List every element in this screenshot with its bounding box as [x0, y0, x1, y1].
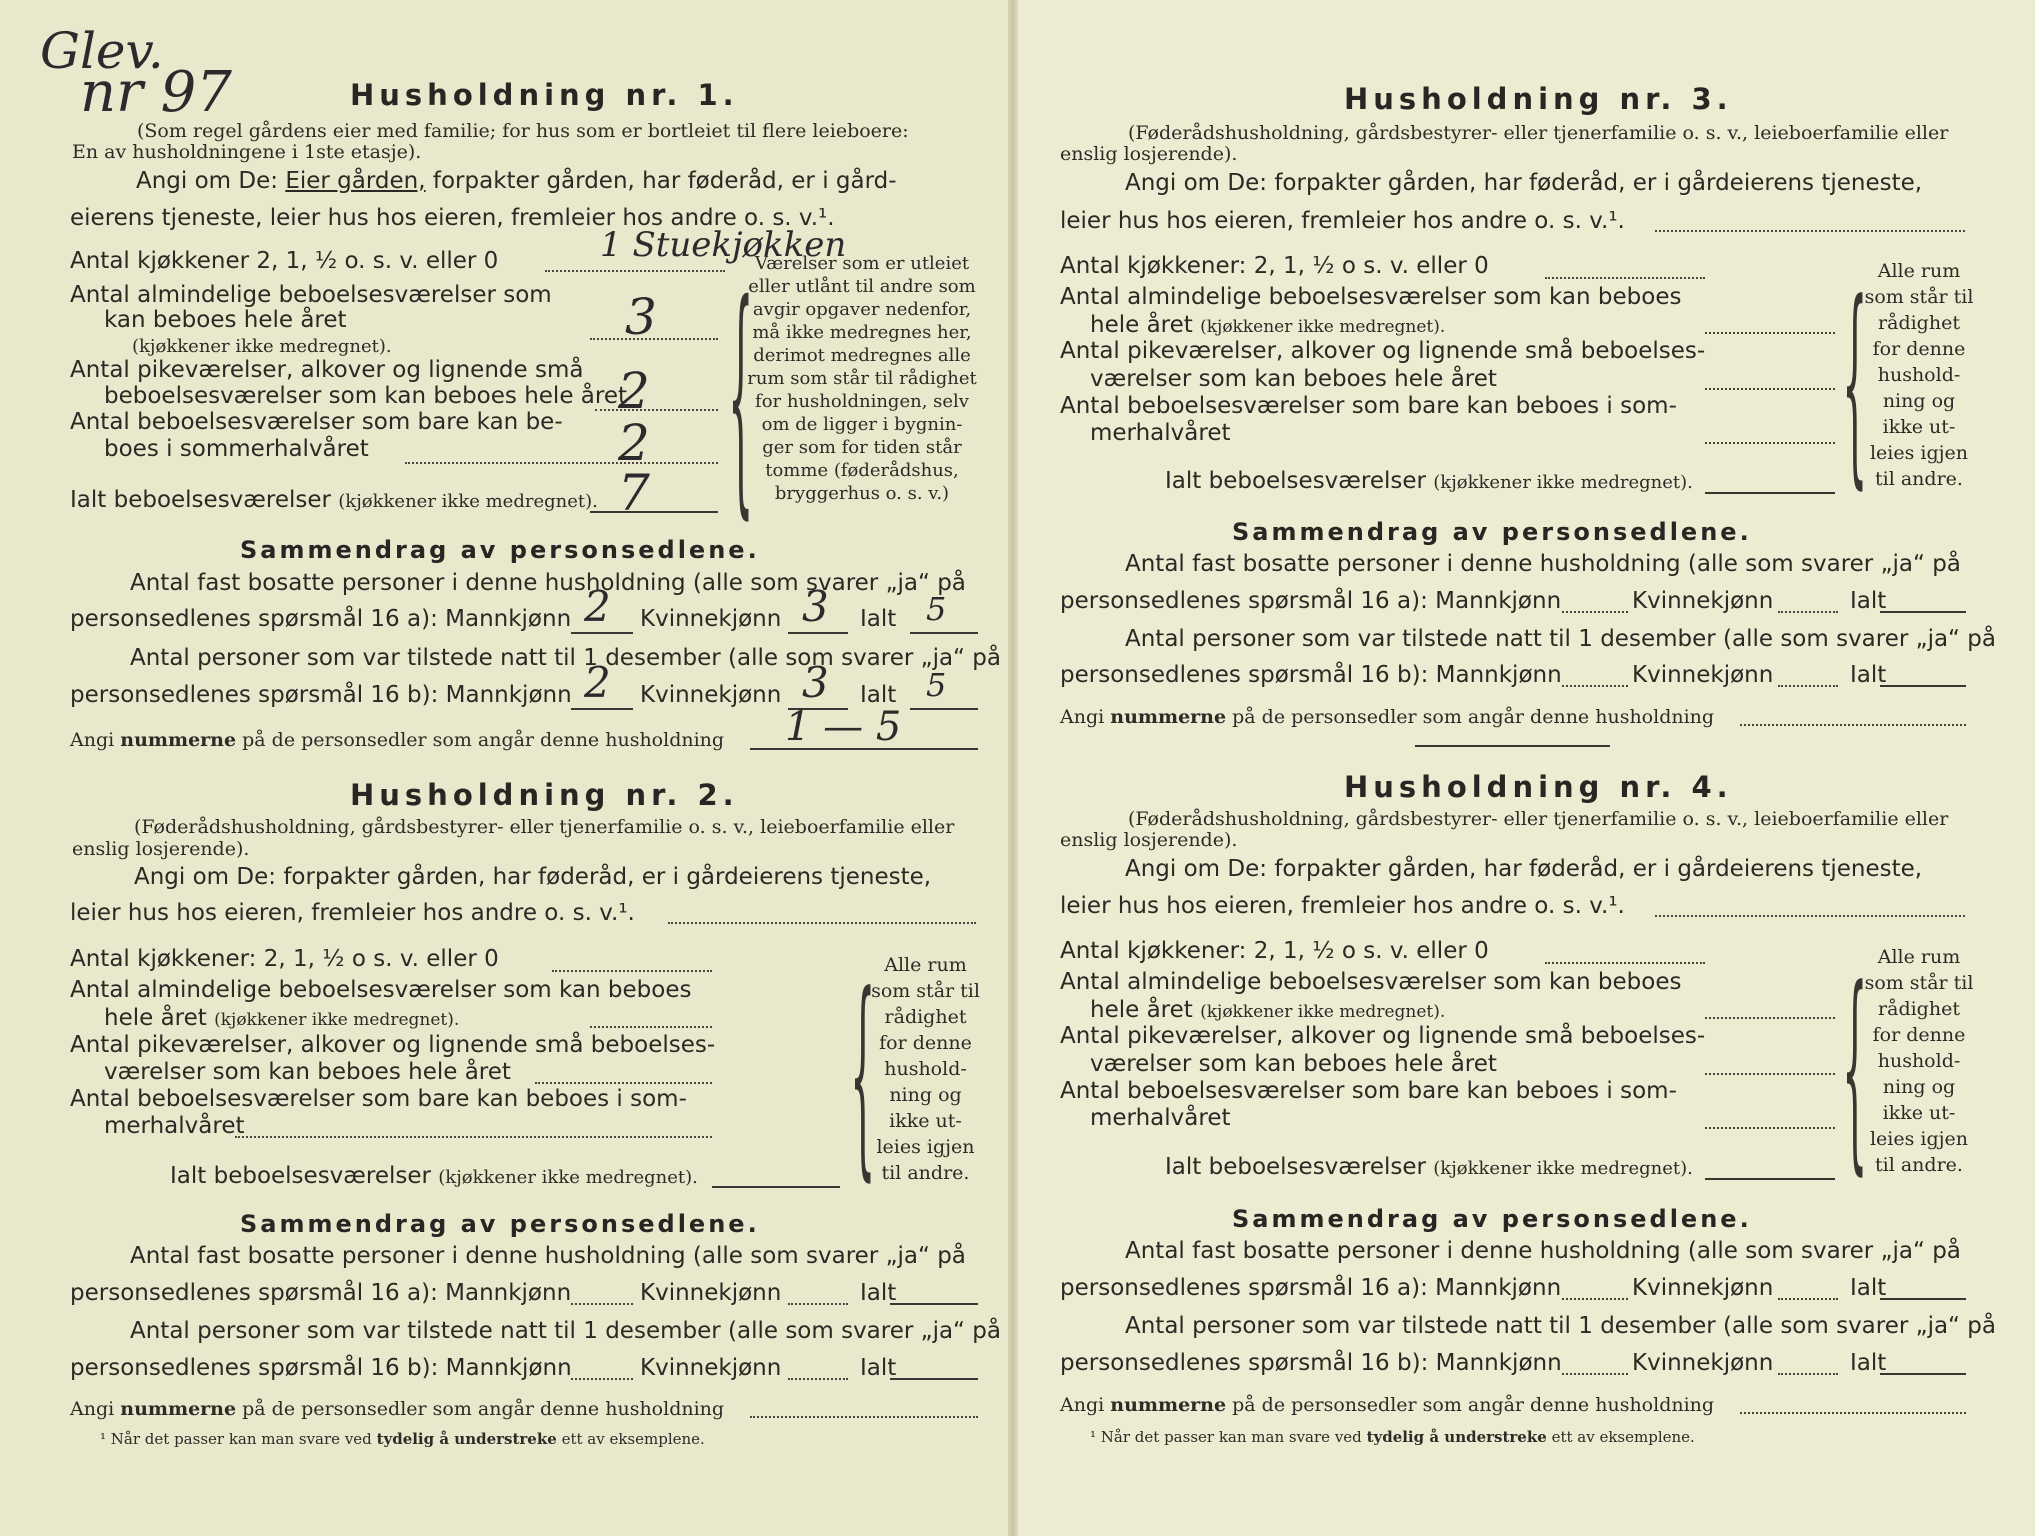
h1-hw-a-total: 5 [926, 590, 947, 628]
h2-row-summer-1: Antal beboelsesværelser som bare kan beboes i som- [70, 1086, 687, 1112]
h3-numbers-line: Angi nummerne på de personsedler som angår denne husholdning [1060, 706, 1715, 728]
h2-row-summer-2: merhalvåret [104, 1113, 245, 1139]
h4-row-regular-1: Antal almindelige beboelsesværelser som kan beboes [1060, 969, 1682, 995]
h1-b-male-line [571, 708, 633, 710]
side-note-line: til andre. [1875, 468, 1963, 490]
h2-a-female-line [788, 1303, 848, 1305]
h2-b-male-line [571, 1378, 633, 1380]
h2-a-total-line [890, 1303, 978, 1305]
h3-intro-1: (Føderådshusholdning, gårdsbestyrer- eller tjenerfamilie o. s. v., leieboerfamilie eller [1128, 122, 1949, 144]
h3-b-total-label: Ialt [1850, 662, 1887, 688]
h3-b-male-line [1562, 685, 1628, 687]
side-note-line: ger som for tiden står [762, 437, 962, 458]
h3-b-female-line [1778, 685, 1838, 687]
h4-summary-line-1: Antal fast bosatte personer i denne husholdning (alle som svarer „ja“ på [1125, 1238, 1961, 1264]
h1-a-total-label: Ialt [860, 606, 897, 632]
h2-summary-line-2: personsedlenes spørsmål 16 a): Mannkjønn [70, 1280, 572, 1306]
h1-summary-line-1: Antal fast bosatte personer i denne husholdning (alle som svarer „ja“ på [130, 570, 966, 596]
h3-row-maid-1: Antal pikeværelser, alkover og lignende små beboelses- [1060, 338, 1706, 364]
side-note-line: bryggerhus o. s. v.) [774, 483, 950, 504]
h4-intro-2: enslig losjerende). [1060, 829, 1238, 851]
side-note-line: for denne [1872, 338, 1966, 360]
h3-brace: { [1842, 262, 1868, 511]
side-note-line: ikke ut- [889, 1110, 962, 1132]
side-note-line: for denne [879, 1032, 972, 1054]
h3-angi-line [1655, 230, 1965, 232]
side-note-line: tomme (føderådshus, [765, 460, 959, 481]
h4-line-kitchens [1545, 962, 1705, 964]
h4-angi-line-2: leier hus hos eieren, fremleier hos andre o. s. v.¹. [1060, 893, 1625, 919]
h4-line-regular [1705, 1017, 1835, 1019]
h4-brace: { [1842, 948, 1868, 1197]
side-note-line: hushold- [1877, 1050, 1961, 1072]
h4-a-female-label: Kvinnekjønn [1632, 1275, 1774, 1301]
h1-row-maid-1: Antal pikeværelser, alkover og lignende små [70, 357, 584, 383]
h1-hw-kitchens: 1 Stuekjøkken [600, 225, 847, 265]
h3-b-female-label: Kvinnekjønn [1632, 662, 1774, 688]
h3-row-regular-2: hele året (kjøkkener ikke medregnet). [1090, 312, 1446, 338]
h4-a-male-line [1562, 1298, 1628, 1300]
h1-angi-line-1: Angi om De: Eier gården, forpakter gården, har føderåd, er i gård- [136, 168, 897, 194]
h1-brace: { [728, 258, 754, 544]
h2-b-female-line [788, 1378, 848, 1380]
h1-summary-title: Sammendrag av personsedlene. [240, 536, 760, 564]
h3-intro-2: enslig losjerende). [1060, 143, 1238, 165]
h4-row-maid-2: værelser som kan beboes hele året [1090, 1051, 1497, 1077]
margin-scribble-2: nr 97 [80, 60, 232, 125]
h3-a-male-line [1562, 611, 1628, 613]
h4-summary-line-3: Antal personer som var tilstede natt til 1 desember (alle som svarer „ja“ på [1125, 1313, 1996, 1339]
side-note-line: som står til [1864, 972, 1974, 994]
h1-b-female-label: Kvinnekjønn [640, 682, 782, 708]
h4-row-maid-1: Antal pikeværelser, alkover og lignende små beboelses- [1060, 1023, 1706, 1049]
side-note-line: som står til [871, 980, 980, 1002]
h4-a-total-line [1880, 1298, 1966, 1300]
side-note-line: rum som står til rådighet [747, 368, 977, 389]
h4-numbers-rule [1740, 1412, 1966, 1414]
side-note-line: derimot medregnes alle [753, 345, 971, 366]
side-note-line: ning og [1882, 390, 1956, 412]
h4-angi-line-1: Angi om De: forpakter gården, har føderåd, er i gårdeierens tjeneste, [1125, 856, 1923, 882]
h2-a-female-label: Kvinnekjønn [640, 1280, 782, 1306]
h1-row-summer-2: boes i sommerhalvåret [104, 436, 369, 462]
h1-line-kitchens [545, 270, 725, 272]
h1-a-female-label: Kvinnekjønn [640, 606, 782, 632]
h1-hw-a-female: 3 [802, 582, 829, 631]
h4-b-total-label: Ialt [1850, 1350, 1887, 1376]
footnote-right: ¹ Når det passer kan man svare ved tydelig å understreke ett av eksemplene. [1090, 1428, 1695, 1446]
h2-angi-line-1: Angi om De: forpakter gården, har føderåd, er i gårdeierens tjeneste, [134, 864, 932, 890]
h3-title: Husholdning nr. 3. [1344, 82, 1733, 116]
h4-line-maid [1705, 1073, 1835, 1075]
h1-intro-2: En av husholdningene i 1ste etasje). [72, 141, 422, 163]
side-note-line: ning og [1882, 1076, 1956, 1098]
h1-numbers-line: Angi nummerne på de personsedler som angår denne husholdning [70, 729, 725, 751]
h1-row-regular-3: (kjøkkener ikke medregnet). [132, 336, 392, 357]
h4-angi-line [1655, 915, 1965, 917]
h3-numbers-rule [1740, 724, 1966, 726]
h2-angi-line-2: leier hus hos eieren, fremleier hos andre o. s. v.¹. [70, 900, 635, 926]
side-note-line: leies igjen [876, 1136, 975, 1158]
h4-line-summer [1705, 1127, 1835, 1129]
h2-side-note [868, 952, 983, 1186]
side-note-line: om de ligger i bygnin- [761, 414, 963, 435]
h2-row-maid-2: værelser som kan beboes hele året [104, 1059, 511, 1085]
h2-line-maid [535, 1082, 712, 1084]
h2-summary-line-1: Antal fast bosatte personer i denne husholdning (alle som svarer „ja“ på [130, 1243, 966, 1269]
h4-side-note [1860, 944, 1978, 1178]
side-note-line: må ikke medregnes her, [752, 322, 972, 343]
h3-side-note [1860, 258, 1978, 492]
h2-line-kitchens [552, 970, 712, 972]
h3-summary-line-1: Antal fast bosatte personer i denne husholdning (alle som svarer „ja“ på [1125, 551, 1961, 577]
side-note-line: eller utlånt til andre som [748, 276, 976, 297]
footnote-left: ¹ Når det passer kan man svare ved tydelig å understreke ett av eksemplene. [100, 1430, 705, 1448]
h1-b-total-label: Ialt [860, 682, 897, 708]
h3-row-summer-2: merhalvåret [1090, 420, 1231, 446]
h2-b-total-label: Ialt [860, 1355, 897, 1381]
h2-line-regular [590, 1026, 712, 1028]
h2-a-male-line [571, 1303, 633, 1305]
h4-b-male-line [1562, 1373, 1628, 1375]
side-note-line: hushold- [1877, 364, 1961, 386]
h2-numbers-line: Angi nummerne på de personsedler som angår denne husholdning [70, 1398, 725, 1420]
h2-b-female-label: Kvinnekjønn [640, 1355, 782, 1381]
side-note-line: Alle rum [1877, 260, 1961, 282]
h3-angi-line-1: Angi om De: forpakter gården, har føderåd, er i gårdeierens tjeneste, [1125, 170, 1923, 196]
h3-summary-line-3: Antal personer som var tilstede natt til 1 desember (alle som svarer „ja“ på [1125, 626, 1996, 652]
h3-a-female-line [1778, 611, 1838, 613]
h1-summary-line-3: Antal personer som var tilstede natt til 1 desember (alle som svarer „ja“ på [130, 645, 1001, 671]
page-fold [1008, 0, 1018, 1536]
h3-line-total [1705, 492, 1835, 494]
h1-hw-b-total: 5 [926, 666, 947, 704]
side-note-line: Alle rum [1877, 946, 1961, 968]
h1-angi-line-2: eierens tjeneste, leier hus hos eieren, fremleier hos andre o. s. v.¹. [70, 205, 835, 231]
h1-row-regular-1: Antal almindelige beboelsesværelser som [70, 282, 552, 308]
h2-title: Husholdning nr. 2. [350, 778, 739, 812]
h4-intro-1: (Føderådshusholdning, gårdsbestyrer- eller tjenerfamilie o. s. v., leieboerfamilie eller [1128, 808, 1949, 830]
h2-numbers-rule [750, 1416, 978, 1418]
h2-angi-line [668, 922, 976, 924]
h1-hw-a-male: 2 [584, 582, 611, 631]
h1-line-total [590, 511, 718, 513]
h3-b-total-line [1880, 685, 1966, 687]
h4-row-regular-2: hele året (kjøkkener ikke medregnet). [1090, 997, 1446, 1023]
h2-b-total-line [890, 1378, 978, 1380]
h3-row-summer-1: Antal beboelsesværelser som bare kan beboes i som- [1060, 393, 1677, 419]
side-note-line: avgir opgaver nedenfor, [752, 299, 972, 320]
margin-scribble-1: Glev. [40, 22, 164, 80]
h3-summary-line-2: personsedlenes spørsmål 16 a): Mannkjønn [1060, 588, 1562, 614]
h1-row-kitchens: Antal kjøkkener 2, 1, ½ o. s. v. eller 0 [70, 248, 499, 274]
h1-hw-b-male: 2 [584, 658, 611, 707]
h2-row-regular-1: Antal almindelige beboelsesværelser som kan beboes [70, 977, 692, 1003]
h3-row-kitchens: Antal kjøkkener: 2, 1, ½ o s. v. eller 0 [1060, 253, 1489, 279]
h1-a-male-line [571, 632, 633, 634]
h3-a-female-label: Kvinnekjønn [1632, 588, 1774, 614]
h4-row-summer-2: merhalvåret [1090, 1105, 1231, 1131]
side-note-line: som står til [1864, 286, 1974, 308]
h3-a-total-label: Ialt [1850, 588, 1887, 614]
side-note-line: ikke ut- [1882, 1102, 1956, 1124]
h3-angi-line-2: leier hus hos eieren, fremleier hos andre o. s. v.¹. [1060, 208, 1625, 234]
side-note-line: for denne [1872, 1024, 1966, 1046]
h4-title: Husholdning nr. 4. [1344, 770, 1733, 804]
h1-side-note [742, 252, 982, 505]
h1-row-regular-2: kan beboes hele året [104, 307, 347, 333]
h1-intro-1: (Som regel gårdens eier med familie; for hus som er bortleiet til flere leieboere: [137, 120, 909, 142]
h1-selected-option-eier: Eier gården, [285, 168, 426, 194]
h1-summary-line-2: personsedlenes spørsmål 16 a): Mannkjønn [70, 606, 572, 632]
h4-b-female-line [1778, 1373, 1838, 1375]
h1-a-total-line [910, 632, 978, 634]
h3-row-total: Ialt beboelsesværelser (kjøkkener ikke medregnet). [1165, 468, 1693, 494]
side-note-line: Alle rum [884, 954, 967, 976]
h4-a-female-line [1778, 1298, 1838, 1300]
h2-row-kitchens: Antal kjøkkener: 2, 1, ½ o s. v. eller 0 [70, 946, 499, 972]
h1-title: Husholdning nr. 1. [350, 78, 739, 112]
h1-row-summer-1: Antal beboelsesværelser som bare kan be- [70, 409, 563, 435]
h3-line-regular [1705, 332, 1835, 334]
h1-a-female-line [788, 632, 848, 634]
h4-row-summer-1: Antal beboelsesværelser som bare kan beboes i som- [1060, 1078, 1677, 1104]
h3-line-kitchens [1545, 277, 1705, 279]
h1-hw-numbers: 1 — 5 [785, 704, 902, 750]
h2-summary-line-4: personsedlenes spørsmål 16 b): Mannkjønn [70, 1355, 572, 1381]
h3-line-maid [1705, 388, 1835, 390]
side-note-line: hushold- [884, 1058, 967, 1080]
h4-row-total: Ialt beboelsesværelser (kjøkkener ikke medregnet). [1165, 1154, 1693, 1180]
h2-summary-title: Sammendrag av personsedlene. [240, 1210, 760, 1238]
h3-line-summer [1705, 442, 1835, 444]
h4-row-kitchens: Antal kjøkkener: 2, 1, ½ o s. v. eller 0 [1060, 938, 1489, 964]
side-note-line: rådighet [1878, 312, 1960, 334]
h2-row-regular-2: hele året (kjøkkener ikke medregnet). [104, 1005, 460, 1031]
h1-row-total: Ialt beboelsesværelser (kjøkkener ikke medregnet). [70, 487, 598, 513]
side-note-line: ikke ut- [1882, 416, 1956, 438]
side-note-line: til andre. [1875, 1154, 1963, 1176]
h3-summary-line-4: personsedlenes spørsmål 16 b): Mannkjønn [1060, 662, 1562, 688]
h1-summary-line-4: personsedlenes spørsmål 16 b): Mannkjønn [70, 682, 572, 708]
h1-hw-regular: 3 [625, 288, 657, 346]
h4-line-total [1705, 1178, 1835, 1180]
h1-line-summer [405, 462, 718, 464]
h2-intro-2: enslig losjerende). [72, 838, 250, 860]
h2-intro-1: (Føderådshusholdning, gårdsbestyrer- eller tjenerfamilie o. s. v., leieboerfamilie eller [134, 816, 955, 838]
h3-row-regular-1: Antal almindelige beboelsesværelser som kan beboes [1060, 284, 1682, 310]
h3-row-maid-2: værelser som kan beboes hele året [1090, 366, 1497, 392]
h3-summary-title: Sammendrag av personsedlene. [1232, 518, 1752, 546]
side-note-line: leies igjen [1869, 1128, 1969, 1150]
h2-line-total [712, 1186, 840, 1188]
side-note-line: til andre. [881, 1162, 970, 1184]
h2-brace: { [850, 954, 876, 1203]
h2-row-total: Ialt beboelsesværelser (kjøkkener ikke medregnet). [170, 1163, 698, 1189]
side-note-line: for husholdningen, selv [755, 391, 969, 412]
h2-a-total-label: Ialt [860, 1280, 897, 1306]
h1-hw-total: 7 [618, 464, 650, 522]
h2-line-summer [235, 1136, 712, 1138]
h3-separator [1415, 745, 1610, 747]
side-note-line: Værelser som er utleiet [754, 253, 970, 274]
side-note-line: rådighet [884, 1006, 967, 1028]
h2-row-maid-1: Antal pikeværelser, alkover og lignende små beboelses- [70, 1032, 716, 1058]
side-note-line: leies igjen [1869, 442, 1969, 464]
side-note-line: rådighet [1878, 998, 1960, 1020]
h4-numbers-line: Angi nummerne på de personsedler som angår denne husholdning [1060, 1394, 1715, 1416]
h4-a-total-label: Ialt [1850, 1275, 1887, 1301]
h1-b-total-line [910, 708, 978, 710]
h1-row-maid-2: beboelsesværelser som kan beboes hele året [104, 383, 627, 409]
h4-b-total-line [1880, 1373, 1966, 1375]
side-note-line: ning og [889, 1084, 962, 1106]
h1-hw-b-female: 3 [802, 658, 829, 707]
h1-line-maid [595, 409, 718, 411]
h1-hw-maid: 2 [618, 362, 650, 420]
h4-summary-title: Sammendrag av personsedlene. [1232, 1205, 1752, 1233]
h2-summary-line-3: Antal personer som var tilstede natt til 1 desember (alle som svarer „ja“ på [130, 1318, 1001, 1344]
h3-a-total-line [1880, 611, 1966, 613]
h1-hw-summer: 2 [618, 414, 650, 472]
h4-b-female-label: Kvinnekjønn [1632, 1350, 1774, 1376]
h4-summary-line-4: personsedlenes spørsmål 16 b): Mannkjønn [1060, 1350, 1562, 1376]
h4-summary-line-2: personsedlenes spørsmål 16 a): Mannkjønn [1060, 1275, 1562, 1301]
